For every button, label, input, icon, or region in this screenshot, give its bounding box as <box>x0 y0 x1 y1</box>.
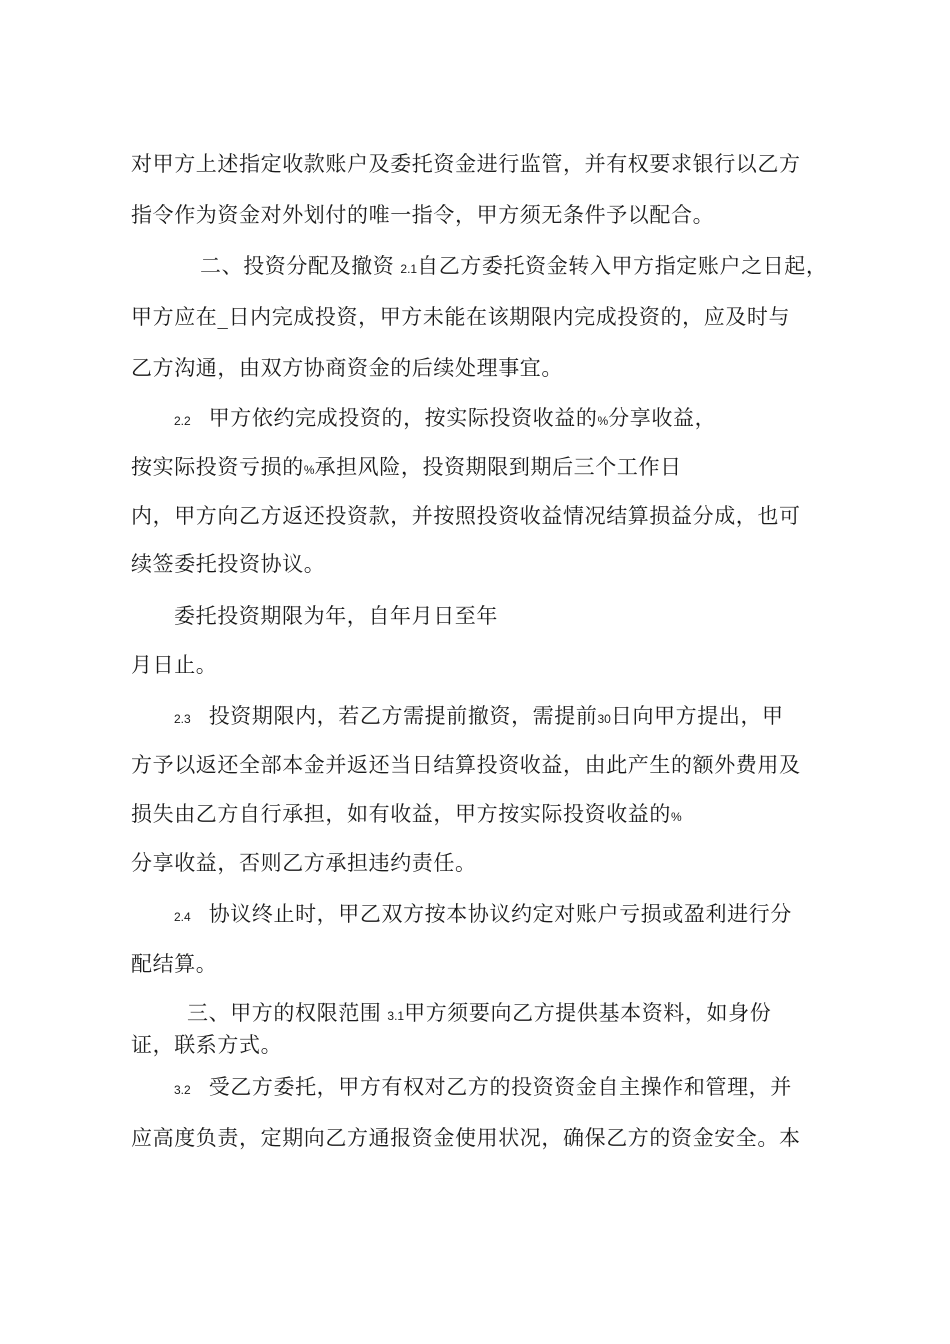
clause-number: 2.4 <box>174 910 191 924</box>
clause-2-2 <box>174 404 716 435</box>
line-text: 续签委托投资协议。 <box>131 552 326 576</box>
percent-sign: % <box>597 414 609 428</box>
text-line <box>131 849 477 877</box>
text-line <box>131 751 801 779</box>
percent-sign: % <box>303 463 315 477</box>
clause-number: 2.2 <box>174 414 191 428</box>
line-text: 按实际投资亏损的 <box>131 455 304 479</box>
text-line <box>131 201 714 229</box>
line-text: 方予以返还全部本金并返还当日结算投资收益，由此产生的额外费用及 <box>131 753 801 777</box>
line-text: 内，甲方向乙方返还投资款，并按照投资收益情况结算损益分成，也可 <box>131 504 801 528</box>
text-line <box>131 651 217 679</box>
clause-number: 2.3 <box>174 712 191 726</box>
text-line <box>131 950 217 978</box>
text-line <box>131 1031 282 1059</box>
line-text: 分享收益，否则乙方承担违约责任。 <box>131 851 477 875</box>
text-line <box>131 303 790 331</box>
text-line <box>131 550 325 578</box>
line-text: 配结算。 <box>131 952 218 976</box>
days-number: 30 <box>597 712 611 726</box>
text-line <box>131 502 801 530</box>
text-line <box>131 150 801 178</box>
text-line <box>174 602 498 630</box>
line-text: 应高度负责，定期向乙方通报资金使用状况，确保乙方的资金安全。本 <box>131 1126 801 1150</box>
percent-sign: % <box>671 810 682 824</box>
heading-text: 三、甲方的权限范围 <box>187 1001 382 1025</box>
line-text: 损失由乙方自行承担，如有收益，甲方按实际投资收益的 <box>131 802 671 826</box>
clause-number: 2.1 <box>400 262 418 276</box>
line-text: 投资期限内，若乙方需提前撤资，需提前 <box>208 704 598 728</box>
line-text: 甲方依约完成投资的，按实际投资收益的 <box>208 406 598 430</box>
section-heading-2 <box>200 252 828 283</box>
line-text: 自乙方委托资金转入甲方指定账户之日起， <box>417 254 828 278</box>
line-text: 分享收益， <box>608 406 717 430</box>
clause-2-4 <box>174 900 792 931</box>
text-line <box>131 1124 801 1152</box>
line-text: 承担风险，投资期限到期后三个工作日 <box>314 455 682 479</box>
text-line <box>131 800 682 831</box>
line-text: 甲方应在_日内完成投资，甲方未能在该期限内完成投资的，应及时与 <box>131 305 791 329</box>
heading-text: 二、投资分配及撤资 <box>200 254 395 278</box>
line-text: 受乙方委托，甲方有权对乙方的投资资金自主操作和管理，并 <box>208 1075 792 1099</box>
section-heading-3 <box>187 999 771 1030</box>
line-text: 证，联系方式。 <box>131 1033 283 1057</box>
line-text: 日向甲方提出，甲 <box>610 704 784 728</box>
line-text: 对甲方上述指定收款账户及委托资金进行监管，并有权要求银行以乙方 <box>131 152 801 176</box>
line-text: 甲方须要向乙方提供基本资料，如身份 <box>404 1001 772 1025</box>
line-text: 委托投资期限为年，自年月日至年 <box>174 604 498 628</box>
clause-3-2 <box>174 1073 792 1104</box>
clause-number: 3.2 <box>174 1083 191 1097</box>
clause-number: 3.1 <box>387 1009 405 1023</box>
line-text: 指令作为资金对外划付的唯一指令，甲方须无条件予以配合。 <box>131 203 715 227</box>
text-line <box>131 453 682 484</box>
text-line <box>131 354 563 382</box>
clause-2-3 <box>174 702 784 733</box>
line-text: 乙方沟通，由双方协商资金的后续处理事宜。 <box>131 356 563 380</box>
line-text: 协议终止时，甲乙双方按本协议约定对账户亏损或盈利进行分 <box>208 902 792 926</box>
line-text: 月日止。 <box>131 653 218 677</box>
